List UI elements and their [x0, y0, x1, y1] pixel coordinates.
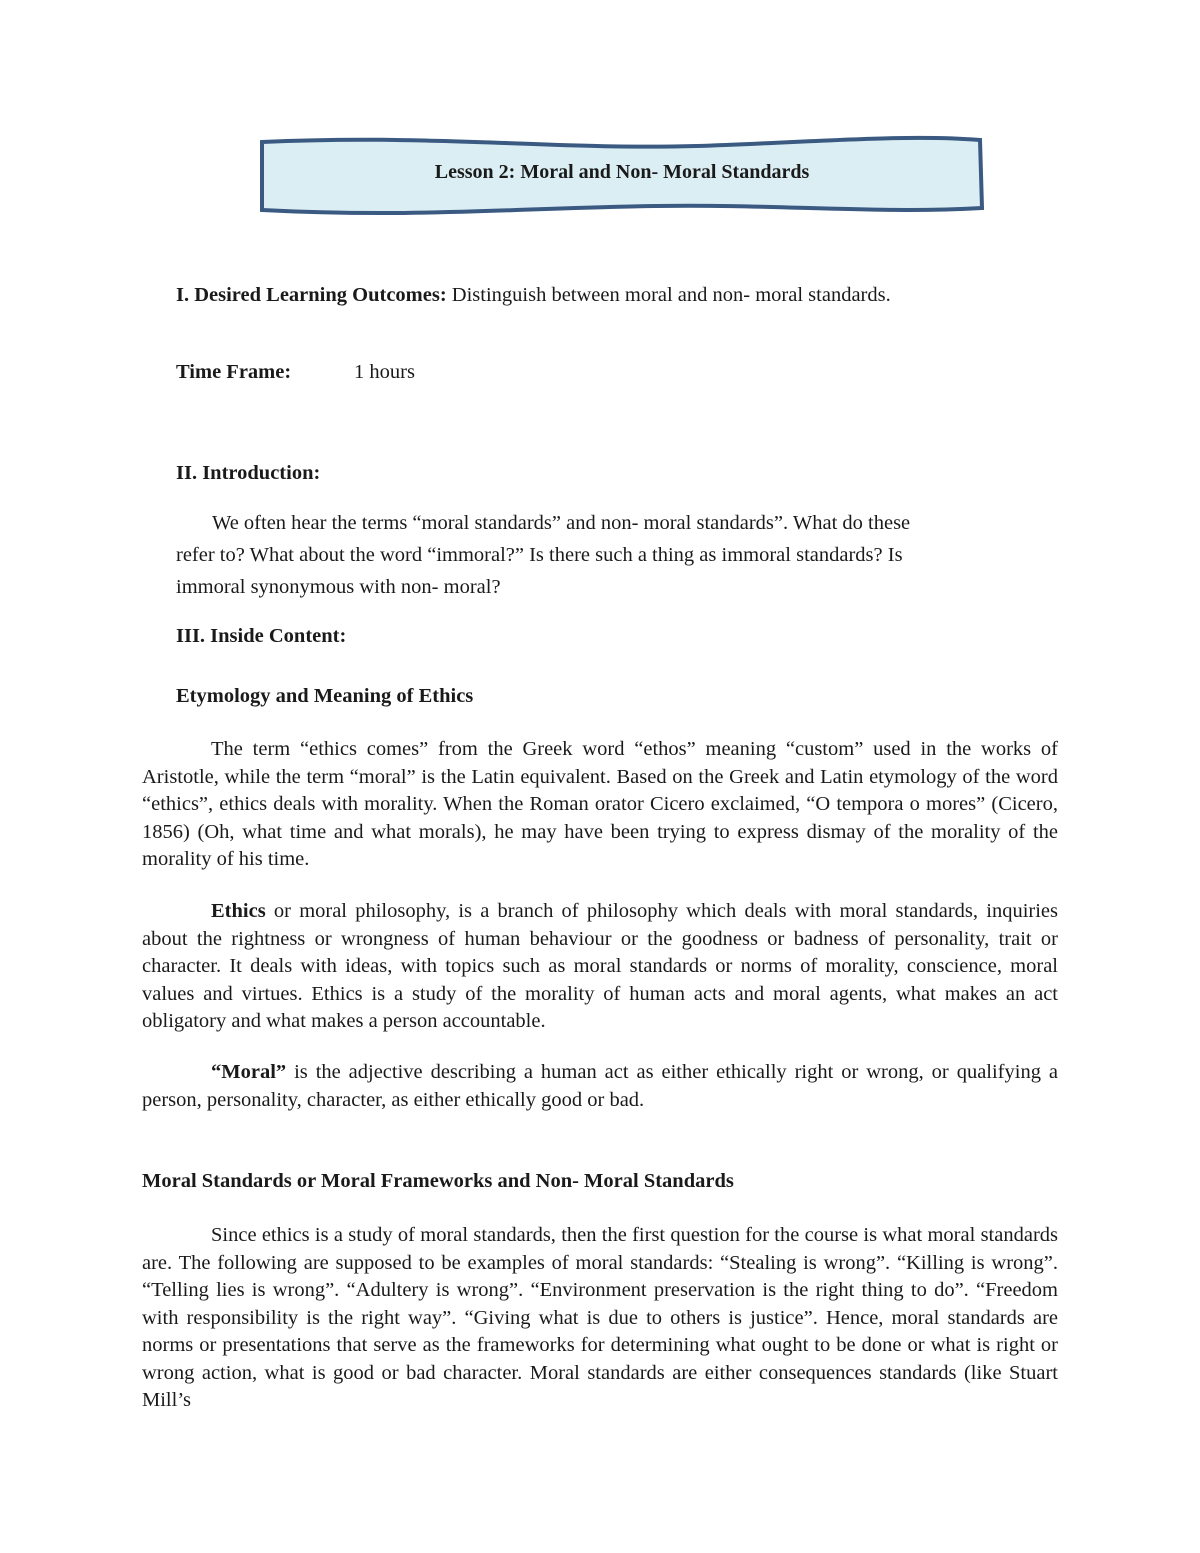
- ethics-definition-text: or moral philosophy, is a branch of philosophy which deals with moral standards, inquiries about the rightness or wrongness of human behaviour or the goodness or badness of personality, trait or character. It deals with ideas, with topics such as moral standards or norms of morality, conscience, moral values and virtues. Ethics is a study of the morality of human acts and moral agents, what makes an act obligatory and what makes a person accountable.: [142, 900, 1058, 1032]
- learning-outcomes-label: I. Desired Learning Outcomes:: [176, 284, 447, 306]
- time-frame-label: Time Frame:: [176, 361, 292, 383]
- lesson-title-banner: [256, 134, 988, 220]
- inside-content-heading: III. Inside Content:: [176, 625, 347, 647]
- moral-standards-heading: Moral Standards or Moral Frameworks and Non- Moral Standards: [142, 1170, 734, 1192]
- introduction-line: We often hear the terms “moral standards” and non- moral standards”. What do these: [212, 512, 911, 534]
- ethics-term: Ethics: [211, 900, 266, 922]
- moral-definition-paragraph: [142, 1059, 1058, 1114]
- etymology-paragraph: The term “ethics comes” from the Greek word “ethos” meaning “custom” used in the works of Aristotle, while the term “moral” is the Latin equivalent. Based on the Greek and Latin etymology of the word “ethics”, ethics deals with morality. When the Roman orator Cicero exclaimed, “O tempora o mores” (Cicero, 1856) (Oh, what time and what morals), he may have been trying to express dismay of the morality of the morality of his time.: [142, 738, 1058, 870]
- moral-term: “Moral”: [211, 1061, 287, 1083]
- time-frame-value: 1 hours: [354, 361, 415, 383]
- etymology-heading: Etymology and Meaning of Ethics: [176, 685, 474, 707]
- introduction-line: refer to? What about the word “immoral?” Is there such a thing as immoral standards? Is: [176, 544, 903, 566]
- introduction-line: immoral synonymous with non- moral?: [176, 576, 501, 598]
- lesson-title: Lesson 2: Moral and Non- Moral Standards: [434, 160, 810, 183]
- ethics-definition-paragraph: [142, 898, 1058, 1036]
- introduction-heading: II. Introduction:: [176, 462, 321, 484]
- moral-definition-text: is the adjective describing a human act as either ethically right or wrong, or qualifying a person, personality, character, as either ethically good or bad.: [142, 1061, 1058, 1111]
- moral-standards-paragraph: Since ethics is a study of moral standards, then the first question for the course is what moral standards are. The following are supposed to be examples of moral standards: “Stealing is wrong”. “Killing is wrong”. “Telling lies is wrong”. “Adultery is wrong”. “Environment preservation is the right thing to do”. “Freedom with responsibility is the right way”. “Giving what is due to others is justice”. Hence, moral standards are norms or presentations that serve as the frameworks for determining what ought to be done or what is right or wrong action, what is good or bad character. Moral standards are either consequences standards (like Stuart Mill’s: [142, 1224, 1058, 1411]
- learning-outcomes-text: Distinguish between moral and non- moral standards.: [451, 284, 891, 306]
- learning-outcomes-row: [176, 282, 891, 309]
